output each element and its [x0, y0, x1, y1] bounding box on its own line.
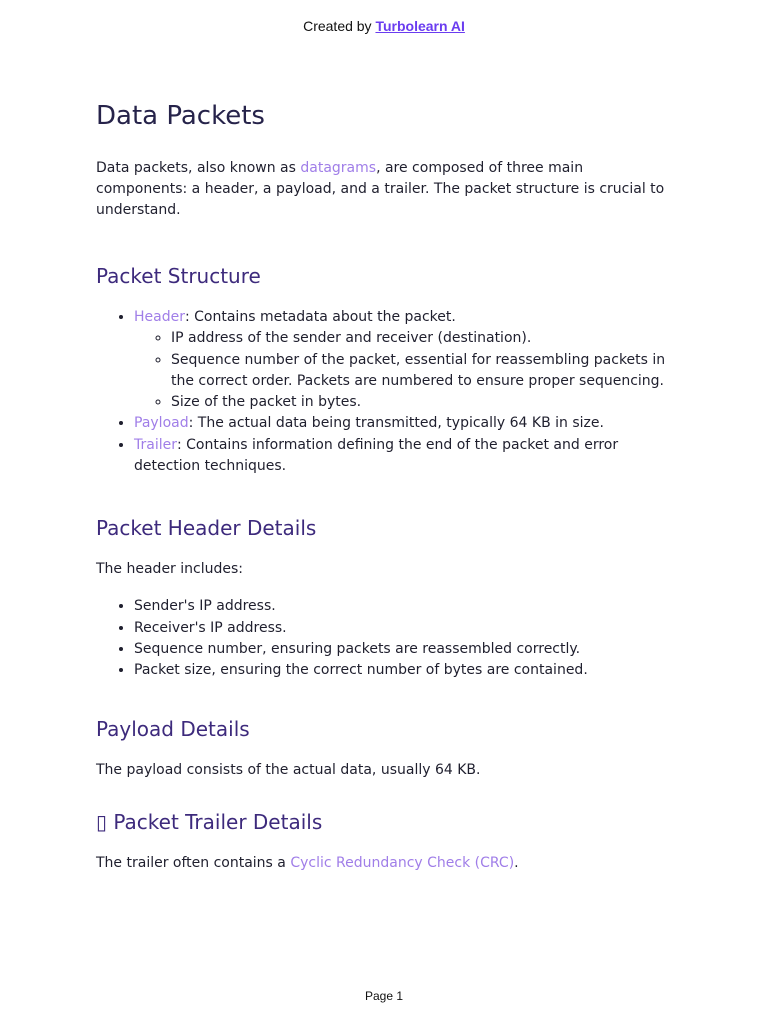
turbolearn-link[interactable]: Turbolearn AI: [375, 18, 465, 34]
list-item: • Receiver's IP address.: [134, 618, 676, 639]
header-term: Header: [134, 309, 185, 325]
list-item: • Packet size, ensuring the correct number of bytes are contained.: [134, 660, 676, 681]
payload-term: Payload: [134, 415, 189, 432]
intro-after: , are composed of three main components: a header, a payload, and a trailer. The packet structure is crucial to understand.: [96, 160, 665, 218]
trailer-desc: : Contains information defining the end of the packet and error detection techniques.: [134, 436, 619, 475]
payload-details-heading: Payload Details: [96, 716, 250, 741]
sub-list-item: ◦ Sequence number of the packet, essential for reassembling packets in the correct order. Packets are numbered to ensure proper sequencing.: [171, 350, 676, 393]
document-content: [96, 96, 676, 874]
trailer-after: .: [514, 854, 519, 871]
list-item-payload: [134, 413, 676, 434]
trailer-before: The trailer often contains a: [96, 854, 291, 871]
packet-structure-heading: Packet Structure: [96, 264, 261, 288]
header-desc: : Contains metadata about the packet.: [184, 309, 456, 325]
header-sub-list: [134, 328, 676, 413]
sub-list-item: ◦ IP address of the sender and receiver (destination).: [171, 328, 676, 349]
list-item-trailer: [134, 435, 676, 478]
list-item-header: [134, 307, 676, 413]
list-item: • Sender's IP address.: [134, 596, 676, 617]
header-details-intro: The header includes:: [96, 561, 243, 578]
intro-before: Data packets, also known as: [96, 160, 301, 176]
trailer-term: Trailer: [134, 436, 177, 453]
header-details-heading: Packet Header Details: [96, 516, 317, 541]
page-title: Data Packets: [96, 101, 265, 131]
trailer-details-heading: ▯ Packet Trailer Details: [96, 809, 323, 834]
payload-desc: : The actual data being transmitted, typically 64 KB in size.: [188, 415, 604, 432]
trailer-details-text: [96, 853, 676, 874]
page-number: Page 1: [364, 989, 404, 1003]
sub-list-item: ◦ Size of the packet in bytes.: [171, 392, 676, 413]
crc-term: Cyclic Redundancy Check (CRC): [290, 854, 515, 871]
top-banner: [0, 18, 768, 34]
banner-prefix: Created by: [303, 18, 376, 34]
datagrams-term: datagrams: [300, 160, 377, 176]
intro-paragraph: [96, 158, 676, 221]
header-details-list: [96, 596, 676, 681]
payload-details-text: The payload consists of the actual data, usually 64 KB.: [96, 761, 481, 778]
list-item: • Sequence number, ensuring packets are reassembled correctly.: [134, 639, 676, 660]
packet-structure-list: [96, 307, 676, 477]
